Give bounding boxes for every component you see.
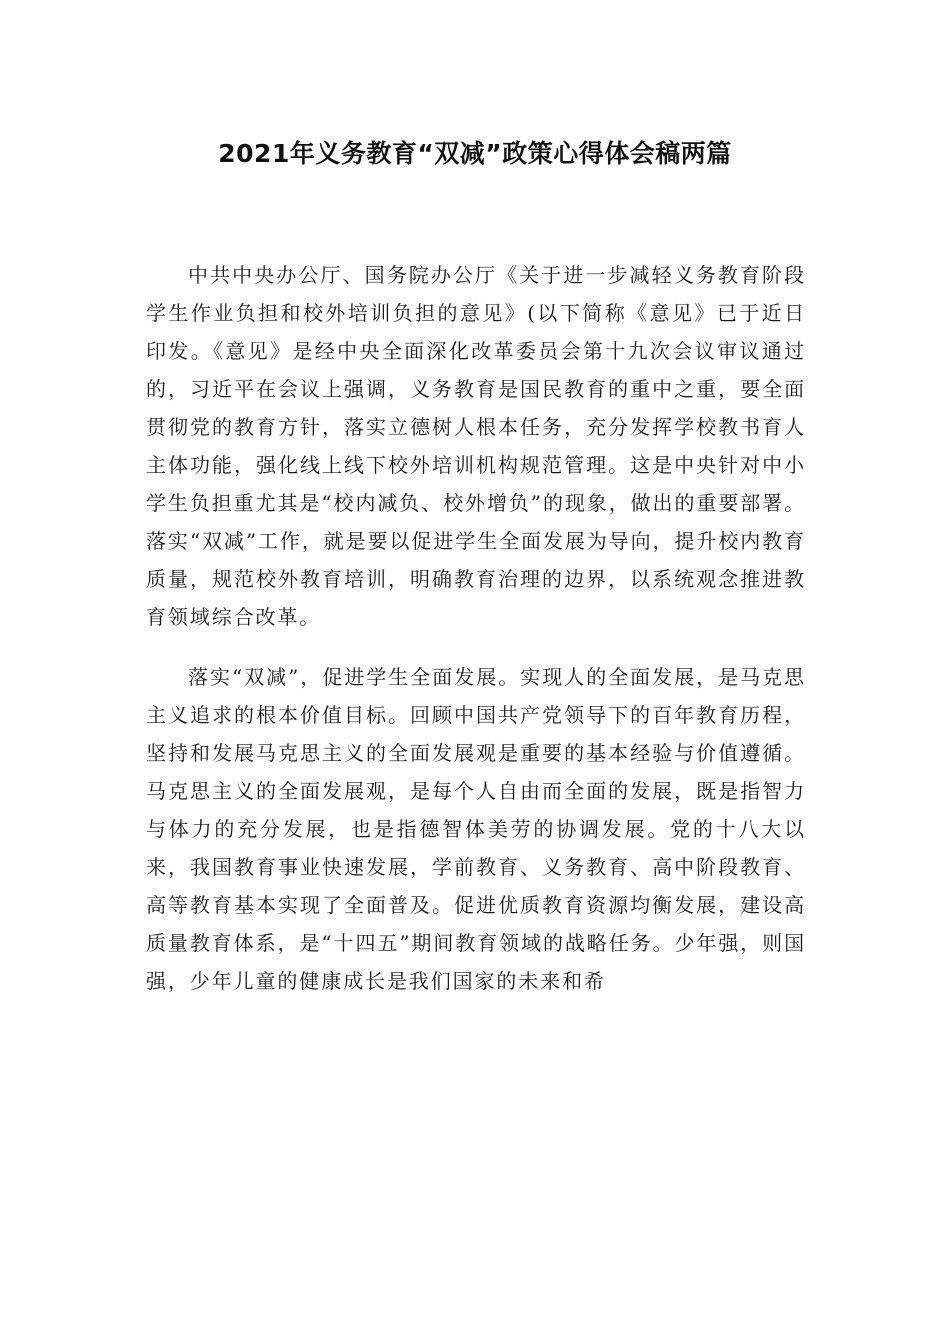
paragraph-1: 中共中央办公厅、国务院办公厅《关于进一步减轻义务教育阶段学生作业负担和校外培训负担的意见》(以下简称《意见》已于近日印发。《意见》是经中央全面深化改革委员会第十九次会议审议通过的，习近平在会议上强调，义务教育是国民教育的重中之重，要全面贯彻党的教育方针，落实立德树人根本任务，充分发挥学校教书育人主体功能，强化线上线下校外培训机构规范管理。这是中央针对中小学生负担重尤其是“校内减负、校外增负”的现象，做出的重要部署。落实“双减”工作，就是要以促进学生全面发展为导向，提升校内教育质量，规范校外教育培训，明确教育治理的边界，以系统观念推进教育领域综合改革。 xyxy=(146,263,806,629)
paragraph-2: 落实“双减”，促进学生全面发展。实现人的全面发展，是马克思主义追求的根本价值目标。回顾中国共产党领导下的百年教育历程，坚持和发展马克思主义的全面发展观是重要的基本经验与价值遵循。马克思主义的全面发展观，是每个人自由而全面的发展，既是指智力与体力的充分发展，也是指德智体美劳的协调发展。党的十八大以来，我国教育事业快速发展，学前教育、义务教育、高中阶段教育、高等教育基本实现了全面普及。促进优质教育资源均衡发展，建设高质量教育体系，是“十四五”期间教育领域的战略任务。少年强，则国强，少年儿童的健康成长是我们国家的未来和希 xyxy=(146,665,806,993)
document-body xyxy=(146,256,806,1000)
document-title: 2021年义务教育“双减”政策心得体会稿两篇 xyxy=(218,139,732,168)
